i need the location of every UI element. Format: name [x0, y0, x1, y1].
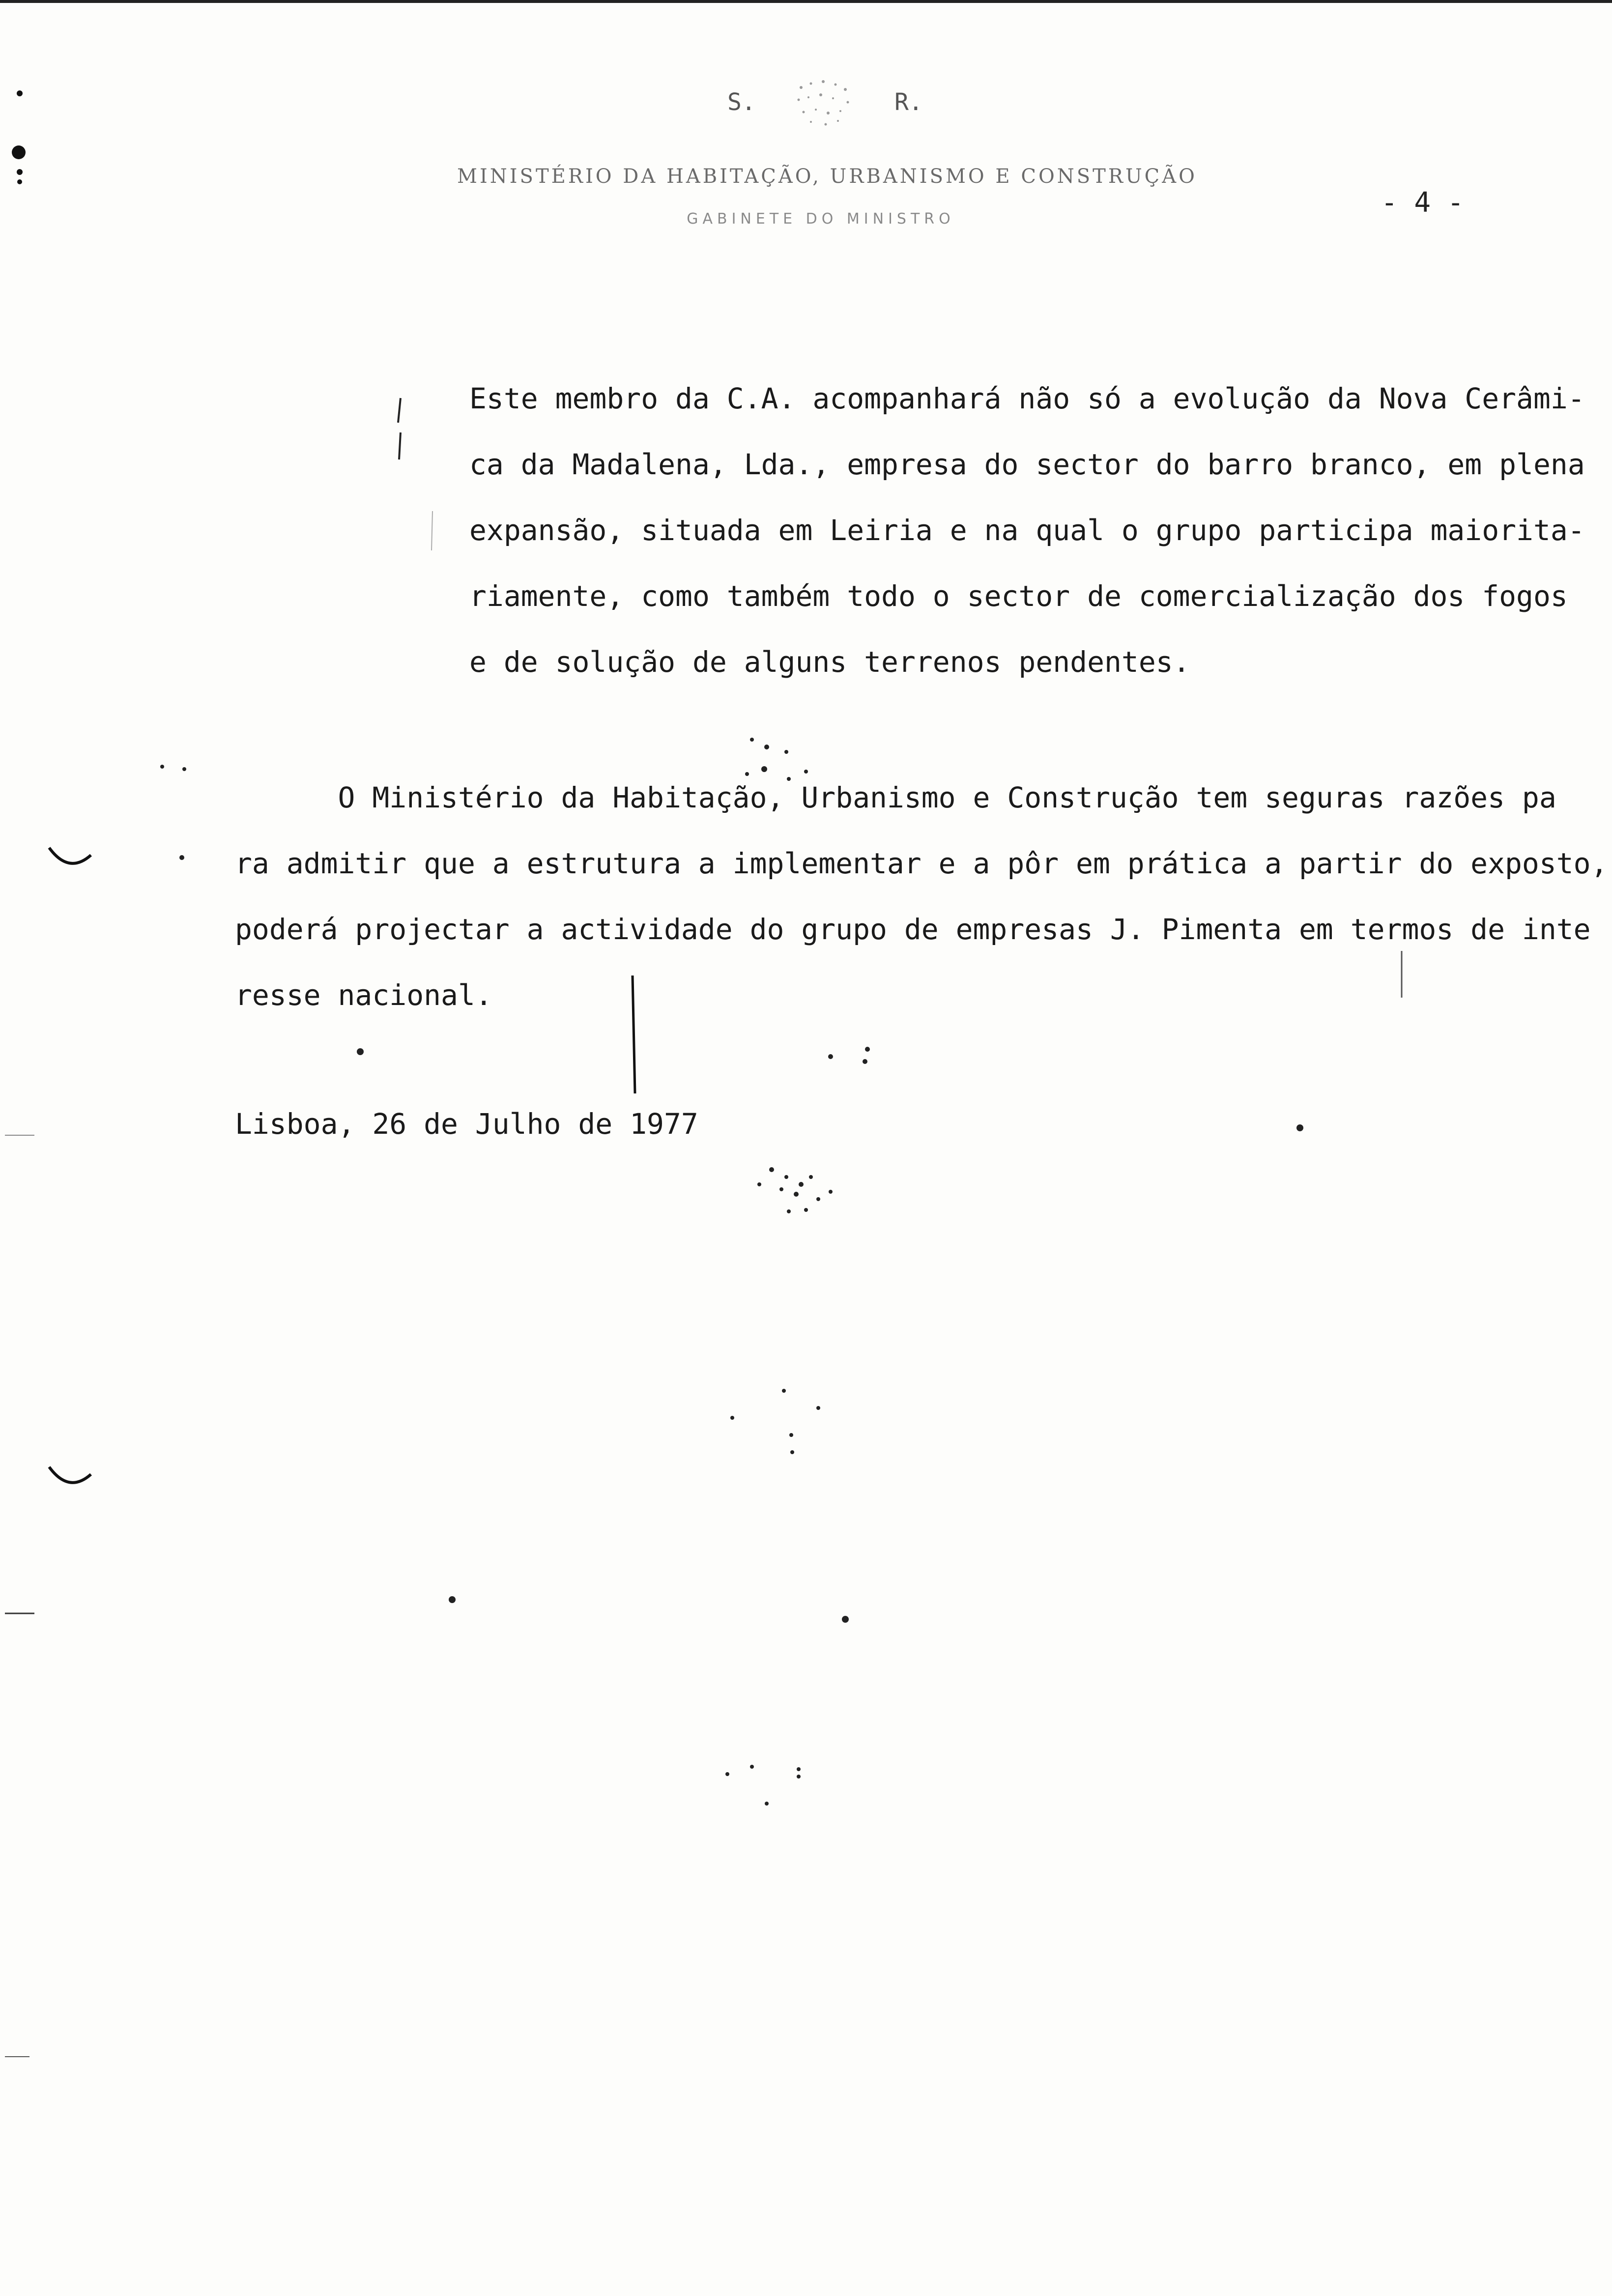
page-number: - 4 -: [1381, 187, 1464, 219]
paragraph-1-line: expansão, situada em Leiria e na qual o grupo participa maiorita-: [469, 514, 1585, 547]
punch-hole-mark-top: [49, 848, 91, 863]
paragraph-1-line: e de solução de alguns terrenos pendentes.: [469, 645, 1190, 679]
punch-hole-mark-bottom: [49, 1467, 91, 1483]
paragraph-2-line: O Ministério da Habitação, Urbanismo e Construção tem seguras razões pa: [235, 781, 1556, 814]
margin-marks: [12, 90, 26, 184]
paragraph-2-line: poderá projectar a actividade do grupo de empresas J. Pimenta em termos de inte: [235, 913, 1591, 946]
seal-right-letter: R.: [894, 88, 923, 116]
paragraph-2-line: resse nacional.: [235, 978, 492, 1012]
paragraph-1-line: riamente, como também todo o sector de comercialização dos fogos: [469, 579, 1568, 613]
specks: [160, 738, 1303, 1806]
cabinet-subheader: GABINETE DO MINISTRO: [687, 210, 955, 228]
margin-rule: [398, 398, 401, 423]
vertical-stroke: [633, 976, 635, 1093]
margin-rule: [399, 432, 401, 459]
place-and-date: Lisboa, 26 de Julho de 1977: [235, 1107, 698, 1141]
paragraph-2-line: ra admitir que a estrutura a implementar e a pôr em prática a partir do exposto,: [235, 847, 1608, 880]
ministry-header: MINISTÉRIO DA HABITAÇÃO, URBANISMO E CONSTRUÇÃO: [457, 165, 1197, 188]
paragraph-1-line: Este membro da C.A. acompanhará não só a evolução da Nova Cerâmi-: [469, 382, 1585, 415]
paragraph-1-line: ca da Madalena, Lda., empresa do sector do barro branco, em plena: [469, 448, 1585, 481]
seal-left-letter: S.: [727, 88, 756, 116]
